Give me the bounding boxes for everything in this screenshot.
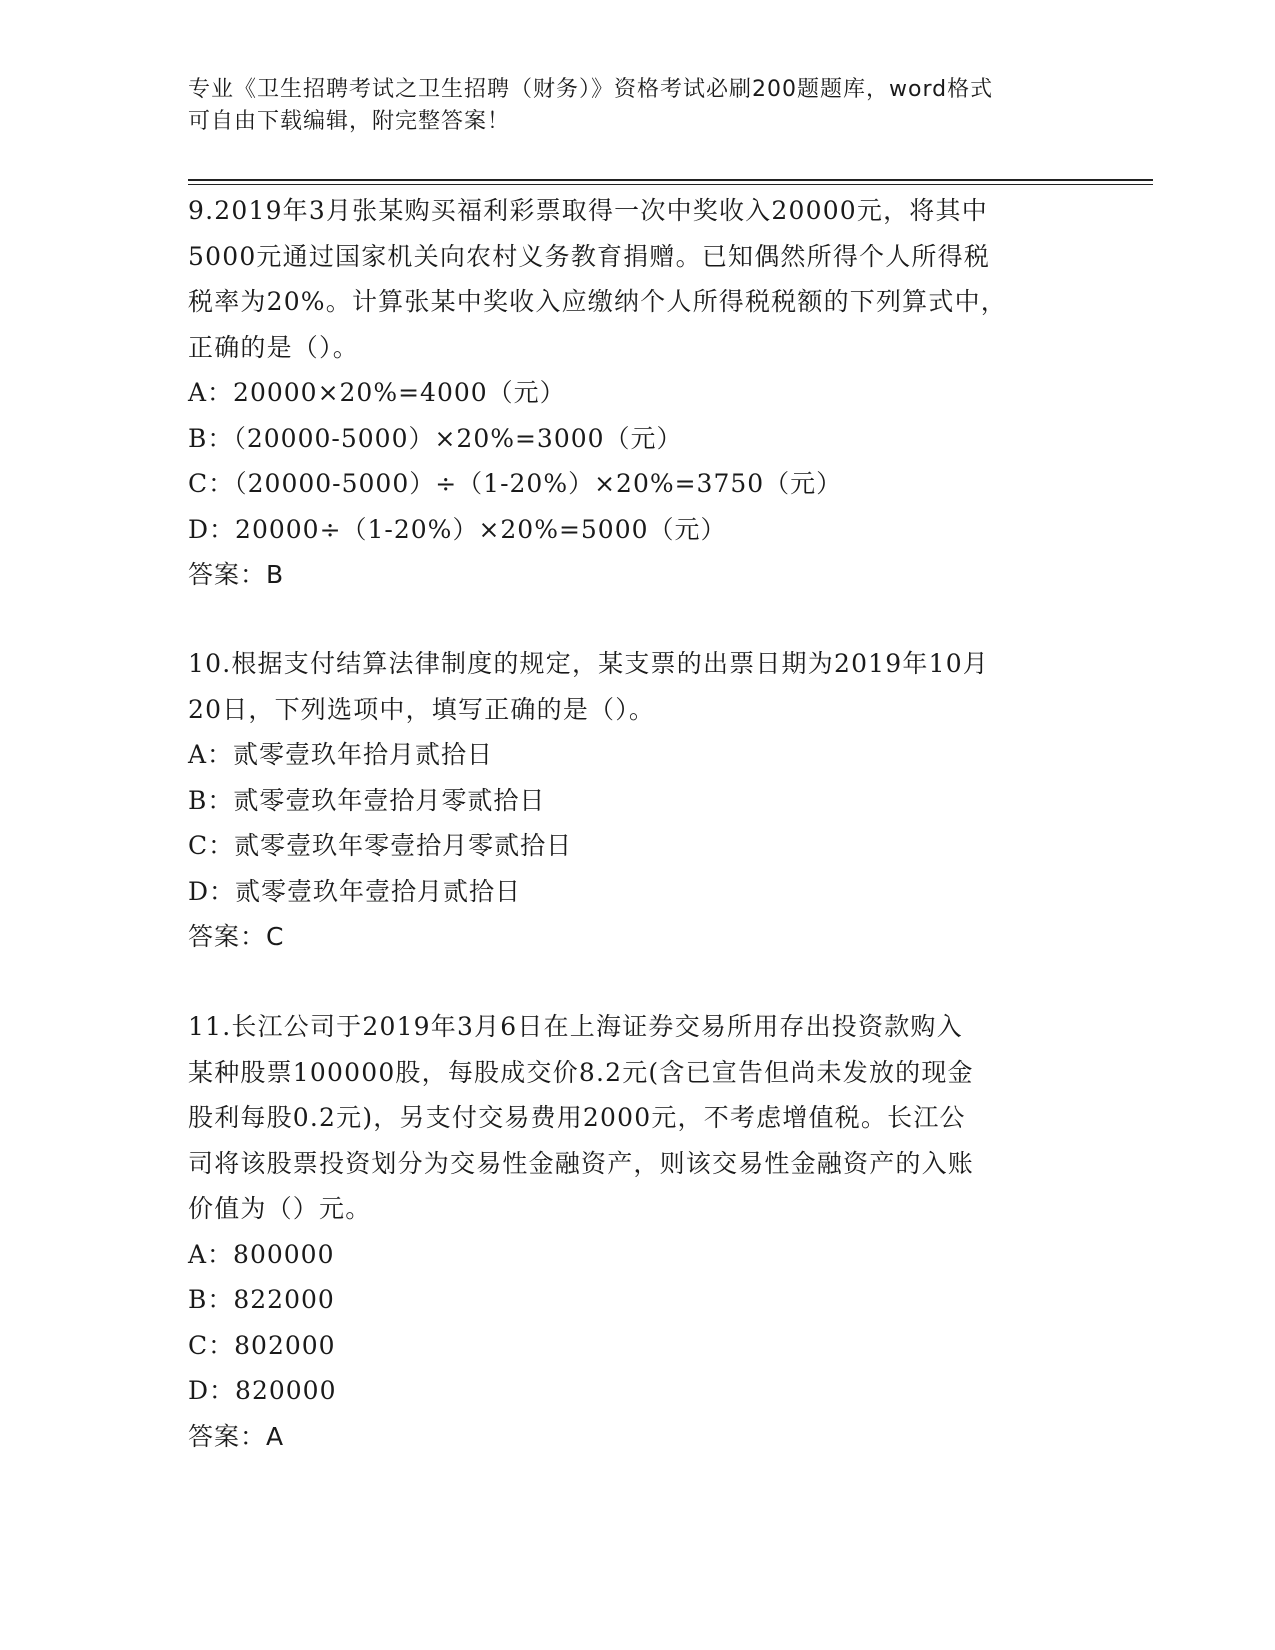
question-10-option-d: D：贰零壹玖年壹拾月贰拾日 bbox=[188, 876, 522, 906]
question-9-option-c: C：（20000-5000）÷（1-20%）×20%=3750（元） bbox=[188, 469, 843, 498]
question-11-answer: 答案：A bbox=[188, 1421, 285, 1451]
question-11-option-c: C：802000 bbox=[188, 1330, 336, 1360]
question-9-option-b: B：（20000-5000）×20%=3000（元） bbox=[188, 423, 683, 453]
question-11-stem-line-5: 价值为（）元。 bbox=[188, 1194, 372, 1223]
header-line-2: 可自由下载编辑，附完整答案！ bbox=[188, 109, 511, 134]
header-divider-thick bbox=[188, 179, 1153, 181]
question-9 bbox=[188, 188, 1068, 598]
header-line-1: 专业《卫生招聘考试之卫生招聘（财务）》资格考试必刷200题题库，word格式 bbox=[188, 77, 994, 102]
header-divider-thin bbox=[188, 184, 1153, 185]
question-9-stem-line-1: 9.2019年3月张某购买福利彩票取得一次中奖收入20000元，将其中 bbox=[188, 196, 988, 225]
question-11-stem-line-4: 司将该股票投资划分为交易性金融资产，则该交易性金融资产的入账 bbox=[188, 1148, 975, 1178]
question-9-option-d: D：20000÷（1-20%）×20%=5000（元） bbox=[188, 514, 727, 544]
question-10-stem-line-1: 10.根据支付结算法律制度的规定，某支票的出票日期为2019年10月 bbox=[188, 649, 989, 678]
question-9-stem-line-4: 正确的是（）。 bbox=[188, 332, 359, 362]
question-11-stem-line-3: 股利每股0.2元)，另支付交易费用2000元，不考虑增值税。长江公 bbox=[188, 1103, 966, 1132]
document-header bbox=[188, 74, 1068, 138]
question-9-answer: 答案：B bbox=[188, 560, 285, 589]
question-11-option-b: B：822000 bbox=[188, 1285, 335, 1314]
question-10 bbox=[188, 641, 1068, 960]
question-11-option-a: A：800000 bbox=[188, 1239, 335, 1269]
question-10-stem-line-2: 20日，下列选项中，填写正确的是（）。 bbox=[188, 694, 656, 724]
question-11-option-d: D：820000 bbox=[188, 1376, 337, 1405]
question-10-option-b: B：贰零壹玖年壹拾月零贰拾日 bbox=[188, 785, 546, 815]
question-11-stem-line-1: 11.长江公司于2019年3月6日在上海证券交易所用存出投资款购入 bbox=[188, 1012, 963, 1041]
question-11-stem-line-2: 某种股票100000股，每股成交价8.2元(含已宣告但尚未发放的现金 bbox=[188, 1057, 974, 1087]
question-10-option-c: C：贰零壹玖年零壹拾月零贰拾日 bbox=[188, 831, 573, 860]
question-11 bbox=[188, 1004, 1068, 1459]
question-9-stem-line-2: 5000元通过国家机关向农村义务教育捐赠。已知偶然所得个人所得税 bbox=[188, 241, 991, 271]
question-9-stem-line-3: 税率为20%。计算张某中奖收入应缴纳个人所得税税额的下列算式中， bbox=[188, 287, 1007, 316]
question-10-answer: 答案：C bbox=[188, 922, 285, 951]
question-9-option-a: A：20000×20%=4000（元） bbox=[188, 378, 566, 407]
question-10-option-a: A：贰零壹玖年拾月贰拾日 bbox=[188, 740, 494, 769]
